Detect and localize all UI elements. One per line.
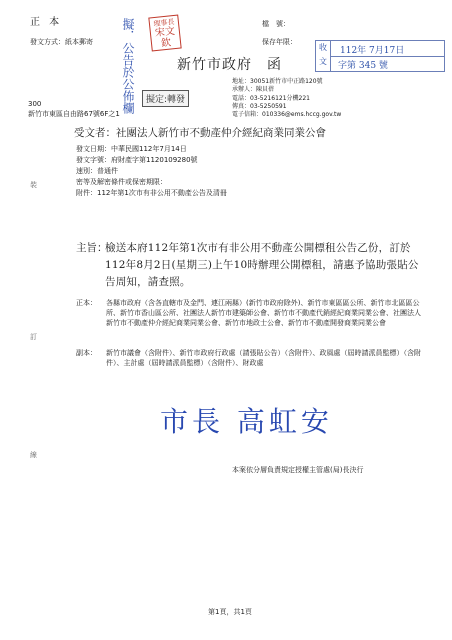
recipient: 受文者：社團法人新竹市不動產仲介經紀商業同業公會	[74, 127, 326, 139]
subject-text: 檢送本府112年第1次市有非公用不動產公開標租公告乙份，訂於112年8月2日(星期三)上午10時辦理公開標租，請惠予協助張貼公告周知，請查照。	[105, 242, 419, 288]
agency-title: 新竹市政府 函	[177, 57, 282, 73]
seal-title: 理事長	[153, 17, 175, 29]
draft-stamp: 擬定:轉發	[142, 90, 189, 107]
chairman-seal	[148, 15, 181, 52]
distribution-main	[76, 298, 421, 328]
agency-phone: 電話：03-5216121分機221	[232, 95, 310, 102]
attachment: 附件：112年第1次市有非公用不動產公告及清冊	[76, 189, 227, 197]
side-mark-bind: 裝	[30, 181, 37, 189]
distribution-copy	[76, 348, 421, 368]
side-mark-line: 線	[30, 451, 37, 459]
mayor-signature: 市長 高虹安	[160, 405, 333, 438]
recipient-street: 新竹市東區自由路67號6F之1	[28, 110, 120, 118]
distribution-copy-label: 副本：	[76, 349, 97, 357]
distribution-main-text: 各縣市政府（含各直轄市及金門、連江兩縣）(新竹市政府除外)、新竹市東區區公所、新竹市北區區公所、新竹市香山區公所、社團法人新竹市建築師公會、新竹市不動產代銷經紀商業同業公會、社團法人新竹市不動產仲介經紀商業同業公會、新竹市地政士公會、新竹市不動產開發商業同業公會	[106, 299, 421, 327]
file-no-label: 檔 號：	[262, 20, 290, 28]
received-stamp	[315, 40, 445, 72]
distribution-main-label: 正本：	[76, 299, 97, 307]
subject-label: 主旨：	[76, 242, 108, 254]
agency-fax: 傳真：03-5250591	[232, 103, 287, 110]
side-mark-order: 訂	[30, 333, 37, 341]
distribution-copy-text: 新竹市議會（含附件）、新竹市政府行政處（請張貼公告）（含附件）、政風處（屆時請派員監標）（含附件）、主計處（屆時請派員監標）（含附件）、財政處	[106, 349, 421, 367]
retention-label: 保存年限：	[262, 38, 297, 46]
issue-number: 發文字號：府財產字第1120109280號	[76, 156, 198, 164]
issue-date: 發文日期：中華民國112年7月14日	[76, 145, 187, 153]
agency-contact: 承辦人：陳貝蓓	[232, 86, 275, 93]
received-serial: 字第 345 號	[338, 61, 388, 71]
received-side-label: 收文	[316, 41, 331, 71]
recipient-postal: 300	[28, 100, 42, 108]
agency-email: 電子信箱：010336@ems.hccg.gov.tw	[232, 111, 342, 118]
received-date: 112年 7月17日	[340, 46, 405, 56]
security: 密等及解密條件或保密期限：	[76, 178, 167, 186]
seal-name: 宋文欽	[154, 25, 176, 50]
send-method: 發文方式：紙本郵寄	[30, 38, 93, 46]
agency-address: 地址：30051新竹市中正路120號	[232, 78, 323, 85]
copy-type: 正 本	[30, 17, 63, 28]
page-footer: 第1頁，共1頁	[208, 608, 252, 616]
speed: 速別：普通件	[76, 167, 118, 175]
bulletin-stamp: 擬．公告於公佈欄	[121, 18, 135, 114]
delegation-note: 本案依分層負責規定授權主管處(局)長決行	[232, 466, 364, 474]
